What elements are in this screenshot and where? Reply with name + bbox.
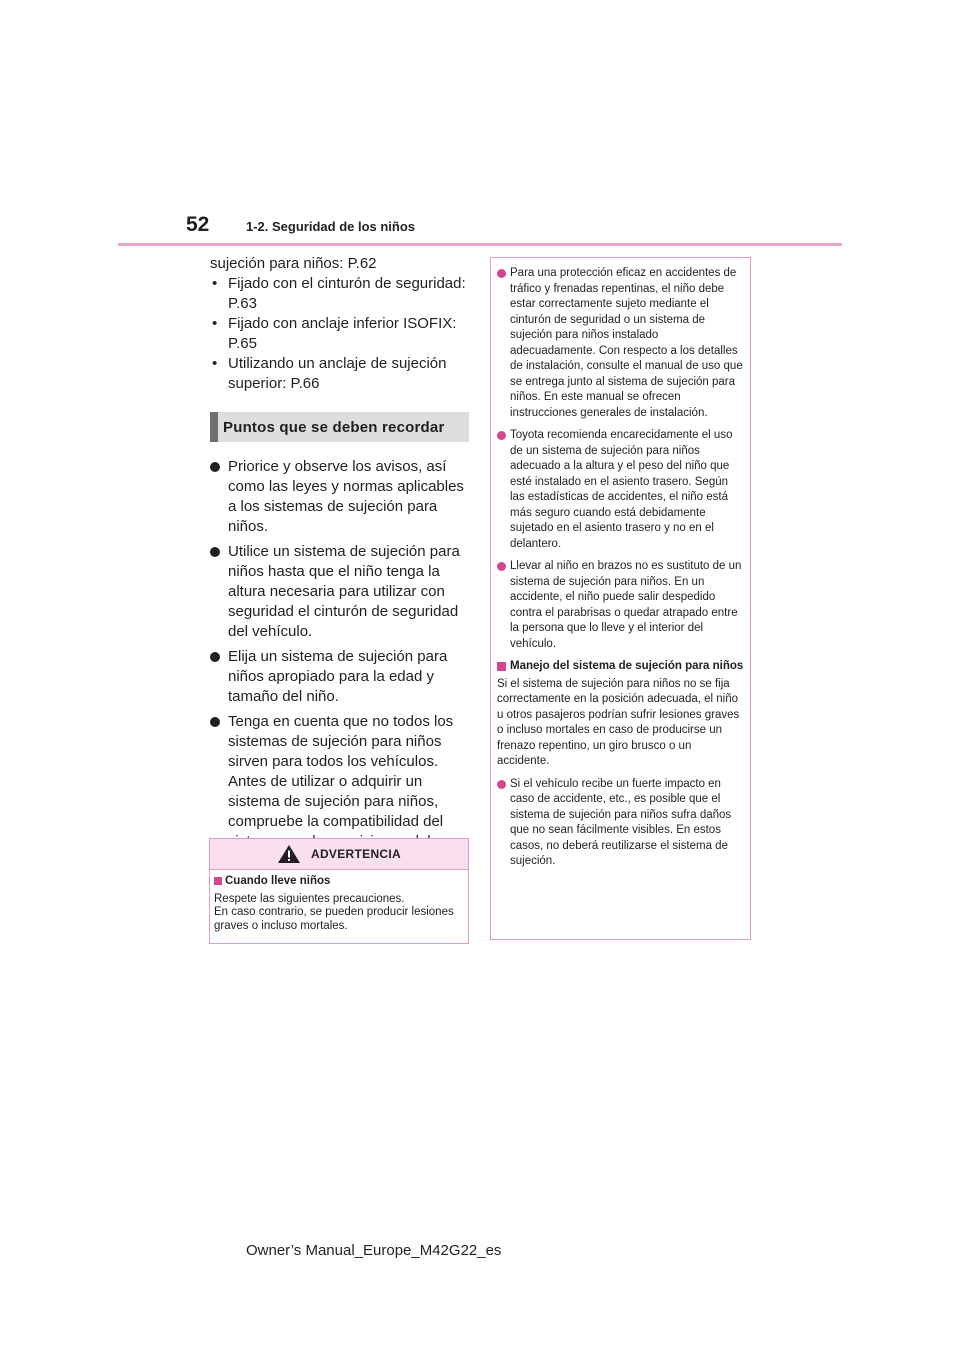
header-rule <box>118 243 842 246</box>
warning-body <box>210 870 468 933</box>
panel-bullet-text: Para una protección eficaz en accidentes de tráfico y frenadas repentinas, el niño debe estar correctamente sujeto mediante el cinturón de seguridad o un sistema de sujeción para niños instalado adecuadamente. Con respecto a los detalles de instalación, consulte el manual de uso que se entrega junto al sistema de sujeción para niños. En este manual se ofrecen instrucciones generales de instalación. <box>510 267 743 419</box>
sub-item: • Fijado con anclaje inferior ISOFIX: P.65 <box>212 315 457 352</box>
panel-heading-text: Manejo del sistema de sujeción para niños <box>510 660 744 672</box>
bullet-dot-icon <box>210 652 220 662</box>
remember-bullets <box>210 457 472 877</box>
left-column-intro <box>210 254 472 394</box>
panel-bullet <box>497 266 744 421</box>
bullet-item <box>210 647 472 707</box>
bullet-dot-icon <box>210 547 220 557</box>
panel-paragraph: Si el sistema de sujeción para niños no se fija correctamente en la posición adecuada, el niño u otros pasajeros podrían sufrir lesiones graves o incluso mortales en caso de producirse un frenazo repentino, un giro brusco o un accidente. <box>497 677 740 767</box>
warning-heading <box>214 875 464 889</box>
sub-item-text: Fijado con el cinturón de seguridad: P.63 <box>228 275 466 312</box>
bullet-item <box>210 542 472 642</box>
sub-item-text: Utilizando un anclaje de sujeción superior: P.66 <box>228 355 447 392</box>
bullet-text: Tenga en cuenta que no todos los sistemas de sujeción para niños sirven para todos los vehículos. Antes de utilizar o adquirir un sistema de sujeción para niños, compruebe la compatibilidad del <box>228 713 454 830</box>
warning-heading-text: Cuando lleve niños <box>225 875 331 887</box>
sub-item: • Fijado con el cinturón de seguridad: P.63 <box>212 275 466 312</box>
sub-item-text: Fijado con anclaje inferior ISOFIX: P.65 <box>228 315 457 352</box>
panel-bullet <box>497 559 744 652</box>
warning-label: ADVERTENCIA <box>311 847 401 861</box>
remember-title: Puntos que se deben recordar <box>223 418 445 436</box>
warning-text: En caso contrario, se pueden producir lesiones graves o incluso mortales. <box>214 906 454 932</box>
bullet-text: Elija un sistema de sujeción para niños apropiado para la edad y tamaño del niño. <box>228 648 448 705</box>
warning-text: Respete las siguientes precauciones. <box>214 892 405 905</box>
remember-heading-box <box>210 412 469 442</box>
pink-dot-icon <box>497 780 506 789</box>
sub-item: • Utilizando un anclaje de sujeción superior: P.66 <box>212 355 447 392</box>
panel-bullet <box>497 428 744 552</box>
panel-bullet-text: Si el vehículo recibe un fuerte impacto en caso de accidente, etc., es posible que el sistema de sujeción para niños sufra daños que no sean fácilmente visibles. En estos casos, no deberá reutilizarse el sistema de sujeción. <box>510 777 732 867</box>
footer-manual-name: Owner’s Manual_Europe_M42G22_es <box>246 1242 502 1259</box>
square-bullet-icon <box>214 877 222 885</box>
panel-heading <box>497 659 744 675</box>
panel-bullet-text: Toyota recomienda encarecidamente el uso de un sistema de sujeción para niños adecuado a la altura y el peso del niño que esté instalado en el asiento trasero. Según las estadísticas de accidentes, el niño está más seguro cuando está debidamente sujetado en el asiento trasero y no en el delantero. <box>510 429 733 550</box>
bullet-text: Utilice un sistema de sujeción para niños hasta que el niño tenga la altura necesaria para utilizar con seguridad el cinturón de seguridad del vehículo. <box>228 543 460 640</box>
pink-square-icon <box>497 662 506 671</box>
warning-box <box>209 838 469 944</box>
bullet-text: Priorice y observe los avisos, así como las leyes y normas aplicables a los sistemas de sujeción para niños. <box>228 458 464 535</box>
pink-dot-icon <box>497 562 506 571</box>
intro-line: sujeción para niños: P.62 <box>210 255 377 272</box>
pink-dot-icon <box>497 431 506 440</box>
bullet-dot-icon <box>210 717 220 727</box>
warning-triangle-icon <box>277 844 301 864</box>
panel-bullet-text: Llevar al niño en brazos no es sustituto de un sistema de sujeción para niños. En un accidente, el niño puede salir despedido contra el parabrisas o quedar atrapado entre la persona que lo lleve y el interior del vehículo. <box>510 560 742 650</box>
panel-bullet <box>497 777 744 870</box>
right-warning-panel <box>490 257 751 940</box>
bullet-dot-icon <box>210 462 220 472</box>
bullet-item <box>210 457 472 537</box>
pink-dot-icon <box>497 269 506 278</box>
warning-header <box>210 839 468 870</box>
page-number: 52 <box>186 213 210 236</box>
section-title: 1-2. Seguridad de los niños <box>246 219 416 234</box>
